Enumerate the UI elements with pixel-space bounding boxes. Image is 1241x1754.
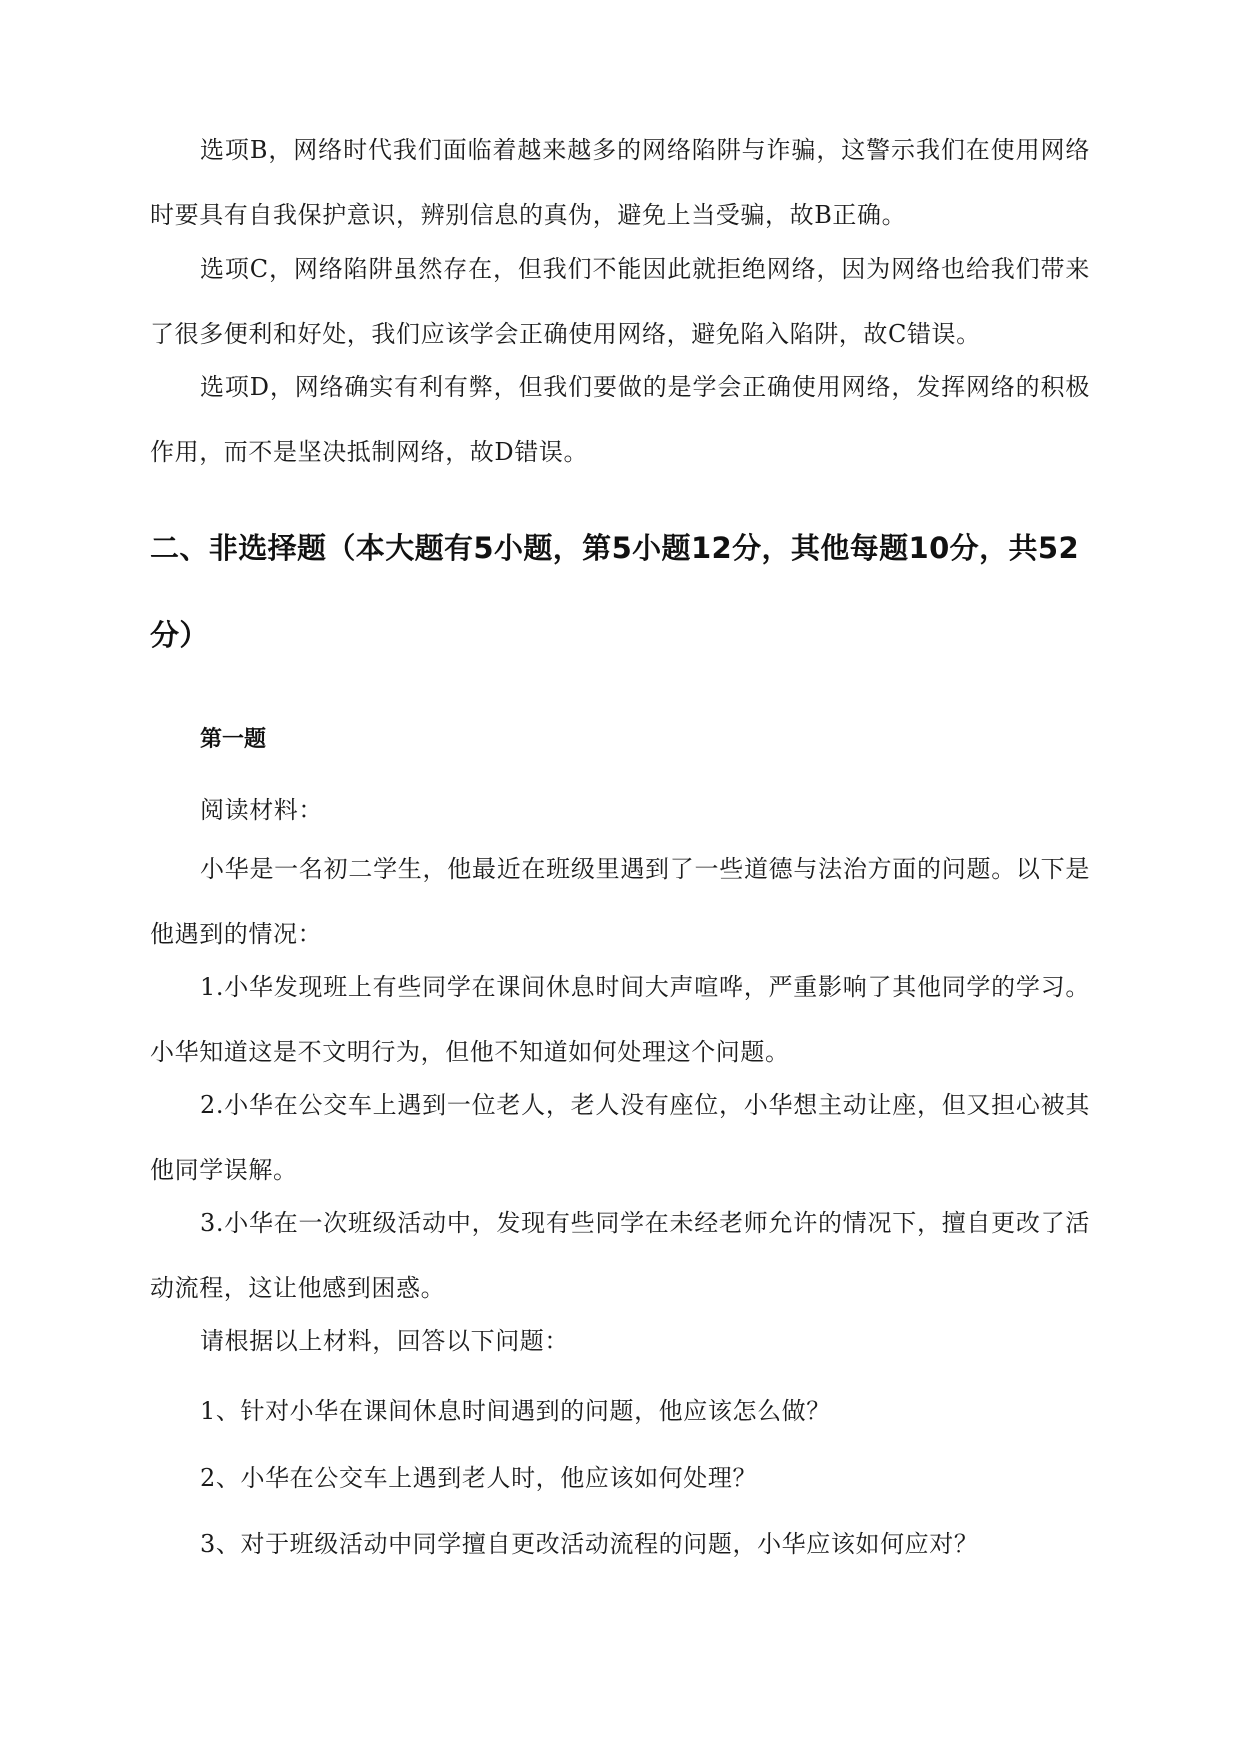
material-paragraph: 小华是一名初二学生，他最近在班级里遇到了一些道德与法治方面的问题。以下是他遇到的情况： [150, 855, 1090, 948]
question-heading: 第一题 [200, 727, 267, 752]
analysis-option-c: 选项C，网络陷阱虽然存在，但我们不能因此就拒绝网络，因为网络也给我们带来了很多便利和好处，我们应该学会正确使用网络，避免陷入陷阱，故C错误。 [150, 255, 1090, 348]
answer-prompt: 请根据以上材料，回答以下问题： [200, 1327, 569, 1355]
sub-question-1: 1、针对小华在课间休息时间遇到的问题，他应该怎么做？ [200, 1397, 831, 1425]
section-title: 二、非选择题（本大题有5小题，第5小题12分，其他每题10分，共52分） [150, 531, 1080, 652]
case-1: 1.小华发现班上有些同学在课间休息时间大声喧哗，严重影响了其他同学的学习。小华知道这是不文明行为，但他不知道如何处理这个问题。 [150, 973, 1090, 1066]
reading-intro: 阅读材料： [200, 796, 323, 824]
sub-question-2: 2、小华在公交车上遇到老人时，他应该如何处理？ [200, 1464, 758, 1492]
case-3: 3.小华在一次班级活动中，发现有些同学在未经老师允许的情况下，擅自更改了活动流程，这让他感到困惑。 [150, 1209, 1090, 1302]
case-2: 2.小华在公交车上遇到一位老人，老人没有座位，小华想主动让座，但又担心被其他同学误解。 [150, 1091, 1090, 1184]
analysis-option-b: 选项B，网络时代我们面临着越来越多的网络陷阱与诈骗，这警示我们在使用网络时要具有自我保护意识，辨别信息的真伪，避免上当受骗，故B正确。 [150, 136, 1090, 229]
analysis-option-d: 选项D，网络确实有利有弊，但我们要做的是学会正确使用网络，发挥网络的积极作用，而不是坚决抵制网络，故D错误。 [150, 373, 1090, 466]
sub-question-3: 3、对于班级活动中同学擅自更改活动流程的问题，小华应该如何应对？ [200, 1530, 979, 1558]
